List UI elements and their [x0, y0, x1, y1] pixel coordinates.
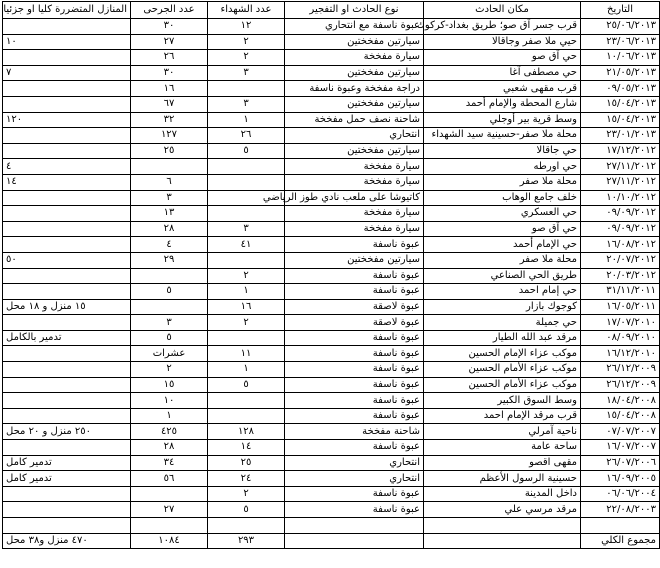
cell-date: ٢٦/٠٧/٢٠٠٦	[581, 455, 660, 471]
table-row	[3, 424, 660, 440]
cell-place: حيي ملا صفر وجاقالا	[424, 34, 581, 50]
cell-houses	[3, 221, 131, 237]
cell-date: ١٧/١٢/٢٠١٢	[581, 143, 660, 159]
cell-dead: ١٤	[208, 440, 285, 456]
table-row	[3, 81, 660, 97]
cell-date: ٠٩/٠٥/٢٠١٣	[581, 81, 660, 97]
table-row	[3, 221, 660, 237]
cell-injured: ٢٩	[131, 252, 208, 268]
cell-place: ساحة عامة	[424, 440, 581, 456]
cell-type: سيارة مفخخة	[285, 174, 424, 190]
cell-type: عبوة ناسفة	[285, 346, 424, 362]
table-row	[3, 128, 660, 144]
cell-date: ١٥/٠٤/٢٠٠٨	[581, 408, 660, 424]
cell-houses	[3, 81, 131, 97]
cell-date	[581, 518, 660, 534]
cell-date: ١٦/٠٩/٢٠٠٥	[581, 471, 660, 487]
cell-type: شاحنة مفخخة	[285, 424, 424, 440]
cell-houses	[3, 237, 131, 253]
cell-date: ١٦/٠٨/٢٠١٢	[581, 237, 660, 253]
total-row	[3, 533, 660, 549]
cell-dead: ٢٦	[208, 128, 285, 144]
cell-dead: ٥	[208, 377, 285, 393]
total-type-empty	[285, 533, 424, 549]
cell-injured: ٤	[131, 237, 208, 253]
cell-place: حي إمام احمد	[424, 284, 581, 300]
cell-dead	[208, 518, 285, 534]
table-row	[3, 440, 660, 456]
table-row	[3, 455, 660, 471]
cell-date: ١٠/٠٦/٢٠١٣	[581, 50, 660, 66]
cell-type: سيارة مفخخة	[285, 159, 424, 175]
cell-place: قرب مقهى شعبي	[424, 81, 581, 97]
cell-type: سيارتين مفخختين	[285, 252, 424, 268]
cell-injured: ٥٦	[131, 471, 208, 487]
cell-place: حي العسكري	[424, 206, 581, 222]
cell-injured: ٢٨	[131, 440, 208, 456]
cell-houses: ١٥ منزل و ١٨ محل	[3, 299, 131, 315]
cell-date: ٠٨/٠٩/٢٠١٠	[581, 330, 660, 346]
cell-place: حي آق صو	[424, 50, 581, 66]
cell-dead: ٤١	[208, 237, 285, 253]
cell-houses	[3, 268, 131, 284]
table-row	[3, 206, 660, 222]
cell-injured: ١٣	[131, 206, 208, 222]
cell-type: سيارة مفخخة	[285, 50, 424, 66]
table-row	[3, 268, 660, 284]
cell-dead: ٥	[208, 143, 285, 159]
cell-injured	[131, 268, 208, 284]
cell-type: عبوة ناسفة	[285, 284, 424, 300]
cell-date: ٢٥/٠٦/٢٠١٣	[581, 19, 660, 35]
cell-place: حي آق صو	[424, 221, 581, 237]
cell-houses: تدمير كامل	[3, 455, 131, 471]
cell-type: سيارة مفخخة	[285, 221, 424, 237]
cell-date: ١٠/١٠/٢٠١٢	[581, 190, 660, 206]
cell-type: سيارتين مفخختين	[285, 34, 424, 50]
cell-type: عبوة ناسفة	[285, 330, 424, 346]
cell-injured: ٣	[131, 315, 208, 331]
cell-type: عبوة لاصقة	[285, 315, 424, 331]
cell-place: حي جاقالا	[424, 143, 581, 159]
cell-type: انتحاري	[285, 471, 424, 487]
cell-type	[285, 518, 424, 534]
cell-houses	[3, 96, 131, 112]
cell-place: حي مصطفى آغا	[424, 65, 581, 81]
cell-injured: ١٢٧	[131, 128, 208, 144]
cell-dead: ٥	[208, 502, 285, 518]
cell-injured: ٢٧	[131, 502, 208, 518]
cell-houses	[3, 346, 131, 362]
cell-houses: ١٠	[3, 34, 131, 50]
cell-injured: ٢٨	[131, 221, 208, 237]
cell-injured: ١٠	[131, 393, 208, 409]
cell-date: ١٧/٠٧/٢٠١٠	[581, 315, 660, 331]
cell-place: حي الإمام أحمد	[424, 237, 581, 253]
cell-type: عبوة لاصقة	[285, 299, 424, 315]
cell-dead: ١٢٨	[208, 424, 285, 440]
cell-place: حي اورطه	[424, 159, 581, 175]
table-row	[3, 518, 660, 534]
cell-place: خلف جامع الوهاب	[424, 190, 581, 206]
cell-injured: ٦٧	[131, 96, 208, 112]
cell-houses	[3, 377, 131, 393]
cell-date: ٢٠/٠٣/٢٠١٢	[581, 268, 660, 284]
cell-injured	[131, 486, 208, 502]
table-row	[3, 346, 660, 362]
cell-dead	[208, 159, 285, 175]
table-row	[3, 19, 660, 35]
cell-dead	[208, 174, 285, 190]
cell-date: ٢٦/١٢/٢٠٠٩	[581, 377, 660, 393]
table-row	[3, 96, 660, 112]
cell-injured: عشرات	[131, 346, 208, 362]
cell-date: ٠٧/٠٧/٢٠٠٧	[581, 424, 660, 440]
header-injured: عدد الجرحى	[131, 2, 208, 19]
cell-type: عبوة ناسفة	[285, 440, 424, 456]
table-row	[3, 50, 660, 66]
cell-injured: ١	[131, 408, 208, 424]
cell-dead: ١	[208, 112, 285, 128]
cell-houses: ٢٥٠ منزل و ٢٠ محل	[3, 424, 131, 440]
cell-date: ٢٣/٠٦/٢٠١٣	[581, 34, 660, 50]
cell-houses	[3, 50, 131, 66]
cell-type: عبوة ناسفة	[285, 486, 424, 502]
cell-date: ٢٣/٠١/٢٠١٣	[581, 128, 660, 144]
table-row	[3, 408, 660, 424]
cell-place: ناحية آمرلي	[424, 424, 581, 440]
cell-place: طريق الحي الصناعي	[424, 268, 581, 284]
cell-type: عبوة ناسفة	[285, 237, 424, 253]
cell-place: مرقد مرسي علي	[424, 502, 581, 518]
table-row	[3, 174, 660, 190]
cell-dead: ٢٤	[208, 471, 285, 487]
header-row	[3, 2, 660, 19]
cell-houses	[3, 362, 131, 378]
cell-houses: تدمير بالكامل	[3, 330, 131, 346]
cell-place: محلة ملا صفر-حسينية سيد الشهداء	[424, 128, 581, 144]
table-row	[3, 393, 660, 409]
cell-place: موكب عزاء الأمام الحسين	[424, 362, 581, 378]
cell-houses	[3, 128, 131, 144]
table-row	[3, 362, 660, 378]
cell-injured: ٢٧	[131, 34, 208, 50]
table-row	[3, 252, 660, 268]
cell-houses: تدمير كامل	[3, 471, 131, 487]
total-place-empty	[424, 533, 581, 549]
cell-houses	[3, 393, 131, 409]
cell-dead	[208, 81, 285, 97]
cell-date: ٢٦/١٢/٢٠٠٩	[581, 362, 660, 378]
cell-dead: ١١	[208, 346, 285, 362]
cell-houses	[3, 518, 131, 534]
cell-houses: ١٢٠	[3, 112, 131, 128]
cell-injured: ٣٢	[131, 112, 208, 128]
cell-dead: ٢	[208, 34, 285, 50]
total-dead: ٢٩٣	[208, 533, 285, 549]
cell-dead: ٣	[208, 65, 285, 81]
cell-injured	[131, 159, 208, 175]
cell-injured: ٢	[131, 362, 208, 378]
header-type: نوع الحادث او التفجير	[285, 2, 424, 19]
table-row	[3, 34, 660, 50]
table-row	[3, 143, 660, 159]
cell-injured: ٢٥	[131, 143, 208, 159]
table-row	[3, 299, 660, 315]
cell-place: موكب عزاء الإمام الحسين	[424, 346, 581, 362]
cell-place: حي جميلة	[424, 315, 581, 331]
cell-type: عبوة ناسفة	[285, 502, 424, 518]
cell-type: شاحنة نصف حمل مفخخة	[285, 112, 424, 128]
cell-place: مرقد عبد الله الطيار	[424, 330, 581, 346]
cell-injured: ٣٠	[131, 19, 208, 35]
cell-place: وسط قرية بير أوجلي	[424, 112, 581, 128]
cell-houses: ٥٠	[3, 252, 131, 268]
cell-place: قرب مرقد الإمام احمد	[424, 408, 581, 424]
cell-injured	[131, 518, 208, 534]
cell-type: سيارة مفخخة	[285, 206, 424, 222]
cell-injured: ١٥	[131, 377, 208, 393]
cell-dead	[208, 408, 285, 424]
cell-date: ١٦/١٢/٢٠١٠	[581, 346, 660, 362]
cell-houses: ١٤	[3, 174, 131, 190]
cell-place	[424, 518, 581, 534]
cell-dead: ٢	[208, 315, 285, 331]
table-row	[3, 190, 660, 206]
cell-place: محلة ملا صفر	[424, 174, 581, 190]
cell-dead: ٢٥	[208, 455, 285, 471]
cell-houses: ٤	[3, 159, 131, 175]
cell-dead: ٢	[208, 268, 285, 284]
cell-houses	[3, 440, 131, 456]
header-dead: عدد الشهداء	[208, 2, 285, 19]
total-houses: ٤٧٠ منزل و٣٨ محل	[3, 533, 131, 549]
cell-injured: ١٦	[131, 81, 208, 97]
cell-houses	[3, 284, 131, 300]
cell-place: حسينية الرسول الأعظم	[424, 471, 581, 487]
cell-date: ٢١/٠٥/٢٠١٣	[581, 65, 660, 81]
cell-houses	[3, 315, 131, 331]
cell-type: سيارتين مفخختين	[285, 143, 424, 159]
cell-injured: ٥	[131, 284, 208, 300]
header-houses: المنازل المتضررة كليا او جزئيا	[3, 2, 131, 19]
cell-dead: ١٦	[208, 299, 285, 315]
cell-dead	[208, 252, 285, 268]
cell-type: سيارتين مفخختين	[285, 96, 424, 112]
cell-dead	[208, 206, 285, 222]
cell-injured: ٣	[131, 190, 208, 206]
cell-type: عبوة ناسفة	[285, 393, 424, 409]
table-row	[3, 315, 660, 331]
cell-place: شارع المحطة والإمام أحمد	[424, 96, 581, 112]
table-body	[3, 19, 660, 534]
cell-type: عبوة ناسفة مع انتحاري	[285, 19, 424, 35]
cell-dead: ١	[208, 362, 285, 378]
cell-date: ٠٦/٠٦/٢٠٠٤	[581, 486, 660, 502]
cell-type: عبوة ناسفة	[285, 377, 424, 393]
cell-type: انتحاري	[285, 128, 424, 144]
cell-dead: ١٢	[208, 19, 285, 35]
cell-houses	[3, 143, 131, 159]
cell-type: دراجة مفخخة وعبوة ناسفة	[285, 81, 424, 97]
cell-place: مقهى اقصو	[424, 455, 581, 471]
cell-date: ١٥/٠٤/٢٠١٣	[581, 112, 660, 128]
table-row	[3, 502, 660, 518]
incidents-table	[2, 1, 660, 549]
cell-houses	[3, 190, 131, 206]
table-row	[3, 159, 660, 175]
table-row	[3, 112, 660, 128]
cell-type: عبوة ناسفة	[285, 268, 424, 284]
cell-dead: ١	[208, 284, 285, 300]
cell-dead: ٢	[208, 50, 285, 66]
cell-injured: ٣٤	[131, 455, 208, 471]
cell-date: ٢٧/١١/٢٠١٢	[581, 174, 660, 190]
cell-place: قرب جسر آق صو؛ طريق بغداد-كركوك	[424, 19, 581, 35]
cell-date: ٣١/١١/٢٠١١	[581, 284, 660, 300]
cell-type: عبوة ناسفة	[285, 362, 424, 378]
cell-type: سيارتين مفخختين	[285, 65, 424, 81]
table-row	[3, 65, 660, 81]
cell-date: ٢٧/١١/٢٠١٢	[581, 159, 660, 175]
cell-injured	[131, 299, 208, 315]
table-row	[3, 330, 660, 346]
cell-dead	[208, 330, 285, 346]
cell-type: انتحاري	[285, 455, 424, 471]
cell-injured: ٢٦	[131, 50, 208, 66]
cell-date: ١٦/٠٧/٢٠٠٧	[581, 440, 660, 456]
cell-date: ١٦/٠٥/٢٠١١	[581, 299, 660, 315]
cell-injured: ٤٢٥	[131, 424, 208, 440]
table-row	[3, 237, 660, 253]
cell-houses	[3, 19, 131, 35]
cell-place: داخل المدينة	[424, 486, 581, 502]
cell-date: ١٨/٠٤/٢٠٠٨	[581, 393, 660, 409]
cell-place: محلة ملا صفر	[424, 252, 581, 268]
cell-injured: ٥	[131, 330, 208, 346]
table-row	[3, 471, 660, 487]
cell-date: ١٥/٠٤/٢٠١٣	[581, 96, 660, 112]
header-place: مكان الحادث	[424, 2, 581, 19]
cell-dead	[208, 393, 285, 409]
cell-injured: ٣٠	[131, 65, 208, 81]
cell-dead: ٣	[208, 96, 285, 112]
cell-date: ٠٩/٠٩/٢٠١٢	[581, 221, 660, 237]
cell-date: ٠٩/٠٩/٢٠١٢	[581, 206, 660, 222]
cell-dead: ٢	[208, 486, 285, 502]
cell-houses	[3, 502, 131, 518]
cell-houses	[3, 206, 131, 222]
cell-houses	[3, 486, 131, 502]
cell-dead: ٣	[208, 221, 285, 237]
cell-place: كوجوك بازار	[424, 299, 581, 315]
total-label: مجموع الكلي	[581, 533, 660, 549]
cell-place: موكب عزاء الأمام الحسين	[424, 377, 581, 393]
table-row	[3, 284, 660, 300]
cell-injured: ٦	[131, 174, 208, 190]
cell-date: ٢٢/٠٨/٢٠٠٣	[581, 502, 660, 518]
table-row	[3, 486, 660, 502]
total-injured: ١٠٨٤	[131, 533, 208, 549]
header-date: التاريخ	[581, 2, 660, 19]
cell-date: ٢٠/٠٧/٢٠١٢	[581, 252, 660, 268]
cell-place: وسط السوق الكبير	[424, 393, 581, 409]
cell-type: كاتيوشا على ملعب نادي طوز الرياضي	[285, 190, 424, 206]
cell-houses	[3, 408, 131, 424]
table-row	[3, 377, 660, 393]
cell-type: عبوة ناسفة	[285, 408, 424, 424]
cell-houses: ٧	[3, 65, 131, 81]
